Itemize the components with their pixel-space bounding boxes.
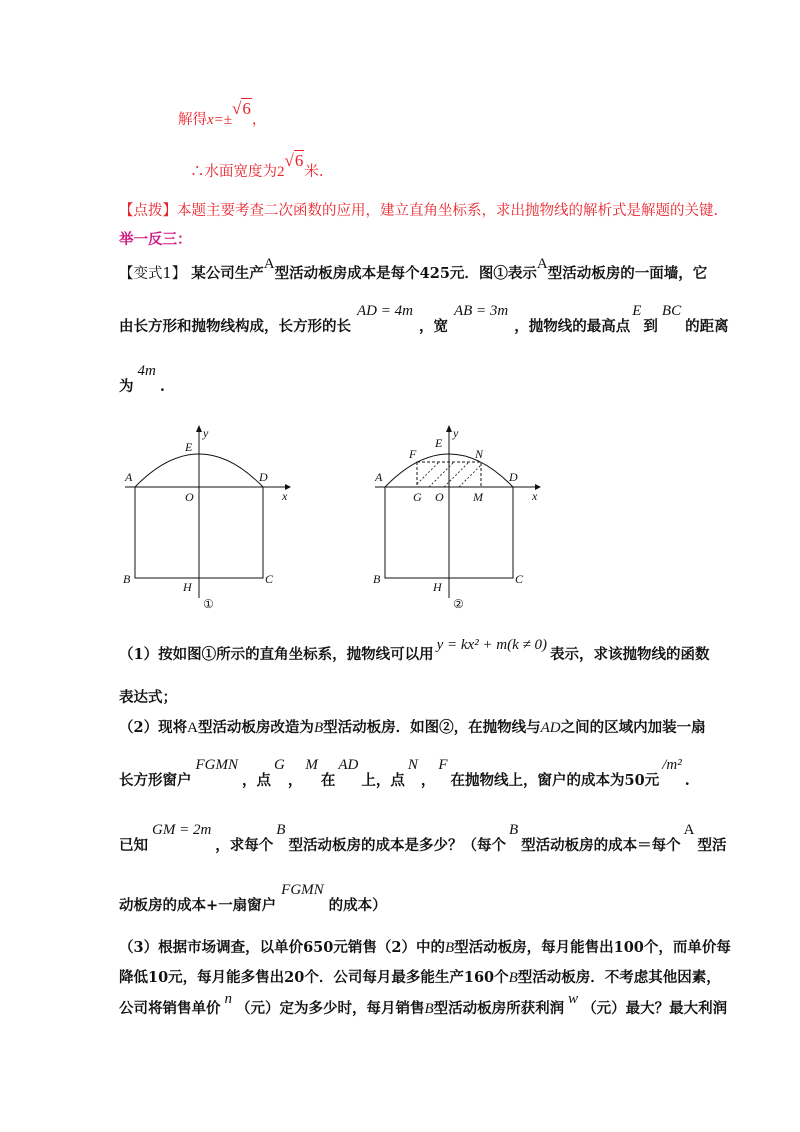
figure-1: [115, 420, 305, 615]
text: 型活动板房的一面墙，它: [547, 265, 708, 282]
label-a: A: [125, 470, 133, 484]
label-h: H: [433, 580, 442, 594]
text: ，抛物线的最高点: [514, 318, 631, 335]
text: 由长方形和抛物线构成，长方形的长: [119, 318, 351, 335]
math-symbol: AD: [540, 720, 561, 736]
radicand: 6: [242, 99, 251, 118]
text: 在抛物线上，窗户的成本为50元: [450, 772, 660, 789]
label-o: O: [185, 490, 194, 504]
text: 之间的区域内加装一扇: [560, 719, 706, 736]
q2-line-4: [119, 882, 387, 915]
math-symbol: B: [508, 970, 518, 986]
solution-text: 米.: [304, 164, 324, 180]
y-axis-arrow: [196, 425, 202, 432]
text: 型活动板房的成本＝每个: [521, 837, 681, 854]
text: 的成本）: [328, 897, 387, 914]
text: 到: [643, 318, 658, 335]
math-symbol: F: [438, 757, 448, 773]
text: 动板房的成本+一扇窗户: [119, 897, 277, 914]
text: 型活动板房．不考虑其他因素，: [517, 969, 721, 986]
text: 型活: [697, 837, 727, 854]
juyi-heading: 举一反三：: [119, 231, 192, 248]
label-x: x: [282, 489, 288, 503]
text: （2）现将: [119, 719, 188, 736]
text: （元）定为多少时，每月销售: [236, 1000, 425, 1017]
label-f: F: [409, 447, 417, 461]
variant-line-1: [119, 256, 708, 283]
math-symbol: B: [276, 822, 286, 838]
text: （3）根据市场调查，以单价650元销售（2）中的: [119, 939, 445, 956]
text: 在: [320, 772, 336, 789]
figure-1-caption: ①: [203, 597, 214, 611]
label-c: C: [515, 572, 524, 586]
q3-line-2: [119, 966, 721, 987]
q2-line-2: [119, 757, 690, 790]
math-expression: y = kx² + m(k ≠ 0): [436, 637, 548, 653]
variant-line-3: [119, 363, 165, 396]
dianbo-note: 【点拨】本题主要考查二次函数的应用，建立直角坐标系，求出抛物线的解析式是解题的关键.: [119, 203, 719, 219]
math-expression: AB = 3m: [453, 303, 509, 319]
figure-2-caption: ②: [453, 597, 464, 611]
text: 型活动板房，每月能售出100个，而单价每: [454, 939, 731, 956]
text: ，点: [242, 772, 271, 789]
sqrt-six: √6: [232, 99, 251, 118]
math-symbol: FGMN: [195, 757, 238, 773]
math-expression: GM = 2m: [152, 822, 212, 838]
label-m: M: [473, 490, 483, 504]
solution-line-2: [190, 151, 324, 181]
text: 降低10元，每月能多售出20个．公司每月最多能生产160个: [119, 969, 509, 986]
q1-line-2: 表达式；: [119, 689, 177, 706]
q2-line-3: [119, 822, 727, 855]
math-expression: x=±: [207, 112, 233, 128]
label-x: x: [532, 489, 538, 503]
math-symbol: A: [536, 256, 548, 272]
label-b: B: [373, 572, 381, 586]
label-a: A: [375, 470, 383, 484]
text: 已知: [119, 837, 148, 854]
text: ，: [420, 772, 436, 789]
text: 为: [119, 378, 134, 395]
math-symbol: N: [407, 757, 418, 773]
text: 型活动板房所获利润: [433, 1000, 565, 1017]
text: 某公司生产: [191, 265, 264, 282]
label-d: D: [259, 470, 268, 484]
text: ，求每个: [215, 837, 274, 854]
text: 型活动板房．如图②，在抛物线与: [323, 719, 541, 736]
math-symbol: G: [274, 757, 285, 773]
math-symbol: M: [305, 757, 318, 773]
math-symbol: B: [508, 822, 519, 838]
label-e: E: [185, 440, 193, 454]
math-expression: AD = 4m: [357, 303, 413, 319]
math-symbol: B: [444, 940, 455, 956]
solution-line-1: [178, 99, 267, 129]
q2-line-1: [119, 716, 706, 737]
label-y: y: [453, 426, 459, 440]
solution-text: ∴水面宽度为: [190, 164, 277, 180]
text: 长方形窗户: [119, 772, 192, 789]
math-symbol: AD: [338, 757, 359, 773]
text: 型活动板房成本是每个425元．图①表示: [274, 265, 537, 282]
math-symbol: A: [683, 822, 695, 838]
variant-line-2: [119, 303, 729, 336]
math-symbol: w: [568, 991, 579, 1007]
label-h: H: [183, 580, 192, 594]
solution-text: 解得: [178, 112, 207, 128]
radicand: 6: [294, 151, 304, 170]
text: 公司将销售单价: [119, 1000, 221, 1017]
text: （1）按如图①所示的直角坐标系，抛物线可以用: [119, 646, 434, 663]
label-n: N: [475, 447, 484, 461]
text: ，: [287, 772, 303, 789]
math-symbol: E: [632, 303, 642, 319]
q3-line-1: [119, 936, 731, 957]
solution-text: ，: [251, 112, 267, 128]
text: 型活动板房改造为: [197, 719, 314, 736]
label-b: B: [123, 572, 131, 586]
text: 表示，求该抛物线的函数: [550, 646, 710, 663]
math-symbol: A: [187, 720, 198, 736]
q3-line-3: [119, 991, 728, 1018]
y-axis-arrow: [446, 425, 452, 432]
q1-line-1: [119, 637, 710, 664]
math-unit: /m²: [662, 757, 682, 773]
text: .: [684, 772, 690, 789]
sqrt-six: √6: [284, 151, 304, 170]
math-symbol: B: [424, 1001, 434, 1017]
text: 型活动板房的成本是多少？（每个: [288, 837, 506, 854]
label-y: y: [203, 426, 209, 440]
math-symbol: n: [224, 991, 232, 1007]
math-symbol: A: [263, 256, 275, 272]
figure-2: [365, 420, 555, 615]
label-o: O: [435, 490, 444, 504]
text: （元）最大？最大利润: [582, 1000, 728, 1017]
math-symbol: BC: [661, 303, 682, 319]
text: ，宽: [418, 318, 448, 335]
text: 的距离: [685, 318, 729, 335]
variant-tag: 【变式1】: [119, 266, 187, 282]
label-d: D: [509, 470, 518, 484]
label-e: E: [435, 436, 443, 450]
text: .: [159, 378, 165, 395]
label-g: G: [413, 490, 422, 504]
math-symbol: FGMN: [281, 882, 324, 898]
label-c: C: [265, 572, 274, 586]
math-number: 2: [277, 164, 285, 180]
text: 上，点: [361, 772, 405, 789]
math-expression: 4m: [137, 363, 156, 379]
math-symbol: B: [313, 720, 324, 736]
